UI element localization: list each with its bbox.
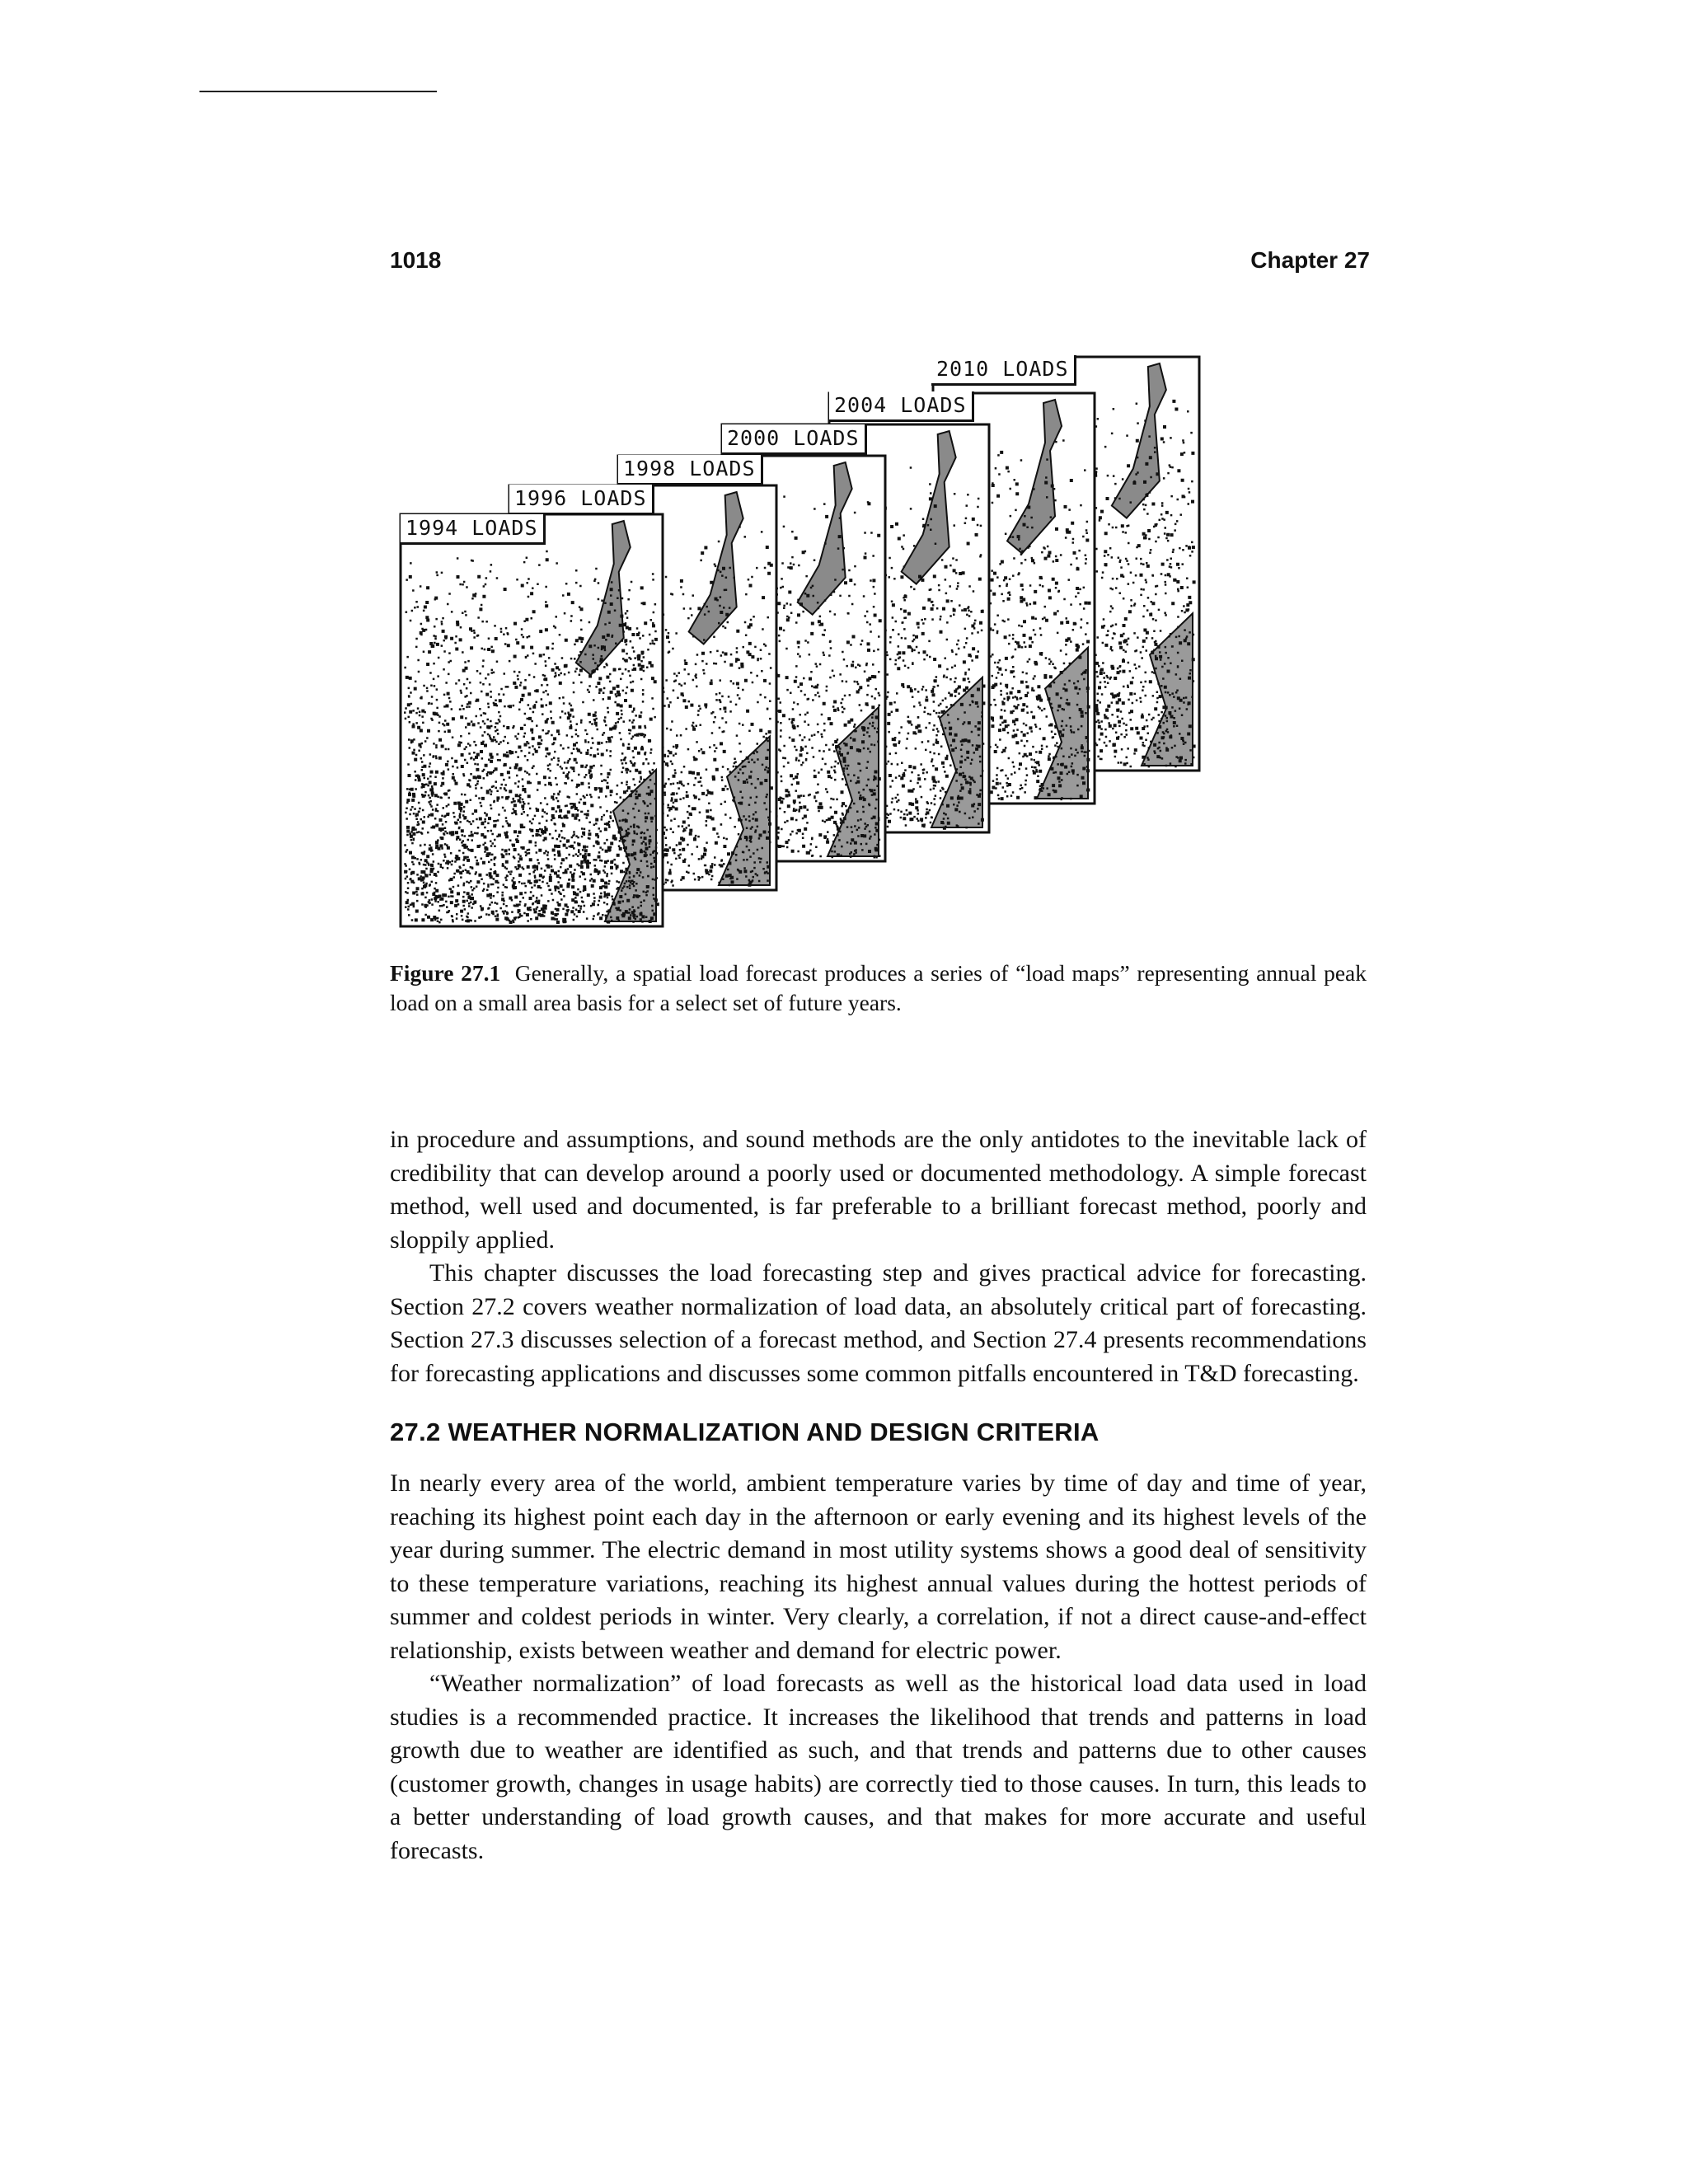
load-maps-illustration [387,354,1360,931]
map-label-1998: 1998 LOADS [618,455,763,485]
page-number: 1018 [390,247,442,273]
map-label-2010: 2010 LOADS [931,355,1076,386]
figure-caption [390,958,1367,1018]
map-label-1996: 1996 LOADS [509,485,654,515]
paragraph: This chapter discusses the load forecasting step and gives practical advice for forecasting. Section 27.2 covers weather normalization of load data, an absolutely critical part of forecasting. Section 27.3 discusses selection of a forecast method, and Section 27.4 presents recommendations for forecasting applications and discusses some common pitfalls encountered in T&D forecasting. [390,1259,1367,1387]
map-label-2000: 2000 LOADS [722,424,867,455]
header-rule [199,91,437,92]
paragraph: “Weather normalization” of load forecasts as well as the historical load data used in load studies is a recommended practice. It increases the likelihood that trends and patterns in load growth due to weather are identified as such, and that trends and patterns due to other causes (customer growth, changes in usage habits) are correctly tied to those causes. In turn, this leads to a better understanding of load growth causes, and that makes for more accurate and useful forecasts. [390,1670,1367,1864]
chapter-label: Chapter 27 [1250,247,1370,273]
paragraph: in procedure and assumptions, and sound methods are the only antidotes to the inevitable lack of credibility that can develop around a poorly used or documented methodology. A simple forecast method, well used and documented, is far preferable to a brilliant forecast method, poorly and sloppily applied. [390,1126,1367,1254]
figure-number: Figure 27.1 [390,960,501,986]
figure-caption-text: Generally, a spatial load forecast produces a series of “load maps” representing annual peak load on a small area basis for a select set of future years. [390,960,1367,1015]
map-label-2004: 2004 LOADS [829,391,974,422]
load-map-panel [401,514,663,926]
load-maps-figure [387,354,1360,931]
section-text [390,1467,1367,1868]
map-label-1994: 1994 LOADS [401,514,546,545]
intro-text [390,1123,1367,1390]
paragraph: In nearly every area of the world, ambient temperature varies by time of day and time of year, reaching its highest point each day in the afternoon or early evening and its highest levels of the year during summer. The electric demand in most utility systems shows a good deal of sensitivity to these temperature variations, reaching its highest annual values during the hottest periods of summer and coldest periods in winter. Very clearly, a correlation, if not a direct cause-and-effect relationship, exists between weather and demand for electric power. [390,1469,1367,1664]
section-heading: 27.2 WEATHER NORMALIZATION AND DESIGN CRITERIA [390,1418,1100,1446]
